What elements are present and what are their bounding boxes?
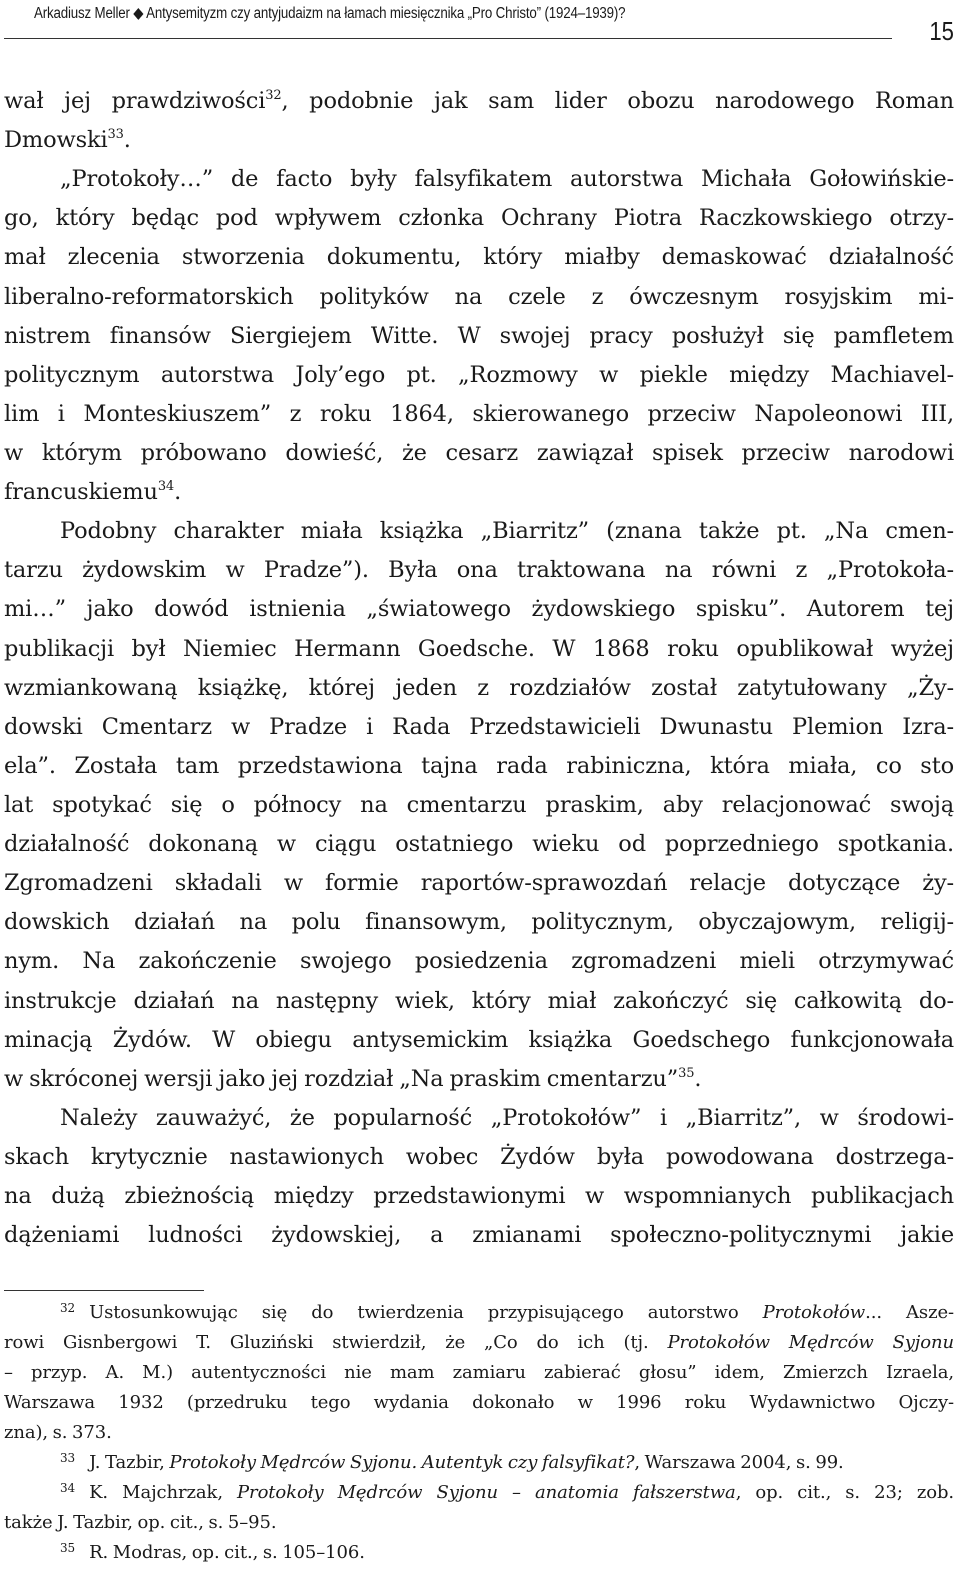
body-line: działalność dokonaną w ciągu ostatniego wieku od poprzedniego spotkania. — [4, 831, 954, 858]
body-text-span: . — [174, 479, 182, 506]
body-line: Należy zauważyć, że popularność „Protokołów” i „Biarritz”, w środowi- — [60, 1104, 954, 1131]
body-line: dowski Cmentarz w Pradze i Rada Przedstawicieli Dwunastu Plemion Izra- — [4, 713, 954, 740]
body-line: dowskich działań na polu finansowym, politycznym, obyczajowym, religij- — [4, 909, 954, 936]
footnote-reference[interactable]: 34 — [157, 479, 175, 495]
body-line: na dużą zbieżnością między przedstawionymi w wspomnianych publikacjach — [4, 1183, 954, 1210]
body-line — [4, 1060, 954, 1099]
body-line: wzmiankowaną książkę, której jeden z rozdziałów został zatytułowany „Ży- — [4, 674, 954, 701]
footnote-32-line: zna), s. 373. — [4, 1422, 112, 1443]
body-text-span: . — [123, 127, 131, 154]
footnote-35 — [4, 1538, 954, 1568]
body-line: lat spotykać się o północy na cmentarzu praskim, aby relacjonować swoją — [4, 791, 954, 818]
body-text-span: , podobnie jak sam lider obozu narodowego Roman — [281, 88, 954, 114]
footnote-text: rowi Gisnbergowi T. Gluziński stwierdził, że „Co do ich (tj. — [4, 1332, 668, 1353]
body-line — [4, 121, 954, 160]
footnote-number: 32 — [60, 1301, 76, 1315]
body-line: publikacji był Niemiec Hermann Goedsche. W 1868 roku opublikował wyżej — [4, 635, 954, 662]
body-line: minacją Żydów. W obiegu antysemickim książka Goedschego funkcjonowała — [4, 1026, 954, 1053]
footnote-separator — [4, 1290, 204, 1291]
page-header — [4, 4, 956, 48]
footnote-32 — [4, 1298, 954, 1328]
footnote-text: ... Asze- — [865, 1302, 954, 1323]
footnote-32-line: – przyp. A. M.) autentyczności nie mam zamiaru zabierać głosu” idem, Zmierzch Izraela, — [4, 1362, 954, 1383]
body-line: „Protokoły…” de facto były falsyfikatem autorstwa Michała Gołowińskie- — [60, 166, 954, 193]
body-text — [4, 82, 954, 1255]
body-line: skach krytycznie nastawionych wobec Żydów była powodowana dostrzega- — [4, 1143, 954, 1170]
footnotes — [4, 1298, 954, 1568]
footnote-number: 35 — [60, 1541, 76, 1555]
body-line: nistrem finansów Siergiejem Witte. W swojej pracy posłużył się pamfletem — [4, 322, 954, 349]
body-line: Zgromadzeni składali w formie raportów-sprawozdań relacje dotyczące ży- — [4, 870, 954, 897]
footnote-34-line: także J. Tazbir, op. cit., s. 5–95. — [4, 1512, 277, 1533]
footnote-32-line — [4, 1328, 954, 1358]
body-line: instrukcje działań na następny wiek, który miał zakończyć się całkowitą do- — [4, 987, 954, 1014]
running-head: Arkadiusz Meller ◆ Antysemityzm czy antyjudaizm na łamach miesięcznika „Pro Christo” (1924–1939)? — [34, 5, 626, 22]
footnote-title: Protokołów Mędrców Syjonu — [667, 1332, 954, 1353]
page-number: 15 — [929, 16, 954, 46]
footnote-title: Protokołów — [762, 1302, 866, 1323]
body-line: tarzu żydowskim w Pradze”). Była ona traktowana na równi z „Protokoła- — [4, 557, 954, 584]
footnote-text: , op. cit., s. 23; zob. — [735, 1482, 955, 1503]
footnote-title: Protokoły Mędrców Syjonu. Autentyk czy falsyfikat? — [169, 1452, 635, 1473]
body-line: mał zlecenia stworzenia dokumentu, który miałby demaskować działalność — [4, 244, 954, 271]
footnote-number: 33 — [60, 1451, 76, 1465]
body-line — [4, 82, 954, 121]
header-rule — [4, 38, 892, 39]
body-line: politycznym autorstwa Joly’ego pt. „Rozmowy w piekle między Machiavel- — [4, 361, 954, 388]
body-line — [4, 473, 954, 512]
footnote-text: J. Tazbir, — [89, 1452, 170, 1473]
body-line: mi…” jako dowód istnienia „światowego żydowskiego spisku”. Autorem tej — [4, 596, 954, 623]
body-line: Podobny charakter miała książka „Biarritz” (znana także pt. „Na cmen- — [60, 518, 954, 545]
body-text-span: w skróconej wersji jako jej rozdział „Na praskim cmentarzu” — [4, 1065, 679, 1092]
footnote-33 — [4, 1448, 954, 1478]
footnote-32-line: Warszawa 1932 (przedruku tego wydania dokonało w 1996 roku Wydawnictwo Ojczy- — [4, 1392, 954, 1413]
body-text-span: francuskiemu — [4, 479, 158, 506]
footnote-number: 34 — [60, 1481, 76, 1495]
body-line: ela”. Została tam przedstawiona tajna rada rabiniczna, która miała, co sto — [4, 752, 954, 779]
footnote-text: , Warszawa 2004, s. 99. — [634, 1452, 844, 1473]
footnote-title: Protokoły Mędrców Syjonu – anatomia fałszerstwa — [237, 1482, 736, 1503]
footnote-reference[interactable]: 35 — [678, 1065, 695, 1081]
footnote-text: R. Modras, op. cit., s. 105–106. — [89, 1542, 365, 1563]
body-line: dążeniami ludności żydowskiej, a zmianami społeczno-politycznymi jakie — [4, 1222, 954, 1249]
body-text-span: Dmowski — [4, 127, 108, 154]
body-line: liberalno-reformatorskich polityków na czele z ówczesnym rosyjskim mi- — [4, 283, 954, 310]
footnote-34 — [4, 1478, 954, 1508]
body-text-span: . — [694, 1065, 702, 1092]
body-line: w którym próbowano dowieść, że cesarz zawiązał spisek przeciw narodowi — [4, 439, 954, 466]
footnote-text: Ustosunkowując się do twierdzenia przypisującego autorstwo — [89, 1302, 763, 1323]
body-line: go, który będąc pod wpływem członka Ochrany Piotra Raczkowskiego otrzy- — [4, 205, 954, 232]
body-text-span: wał jej prawdziwości — [4, 88, 266, 114]
footnote-reference[interactable]: 33 — [107, 127, 124, 143]
footnote-reference[interactable]: 32 — [265, 88, 282, 103]
footnote-text: K. Majchrzak, — [89, 1482, 238, 1503]
body-line: lim i Monteskiuszem” z roku 1864, skierowanego przeciw Napoleonowi III, — [4, 400, 954, 427]
body-line: nym. Na zakończenie swojego posiedzenia zgromadzeni mieli otrzymywać — [4, 948, 954, 975]
